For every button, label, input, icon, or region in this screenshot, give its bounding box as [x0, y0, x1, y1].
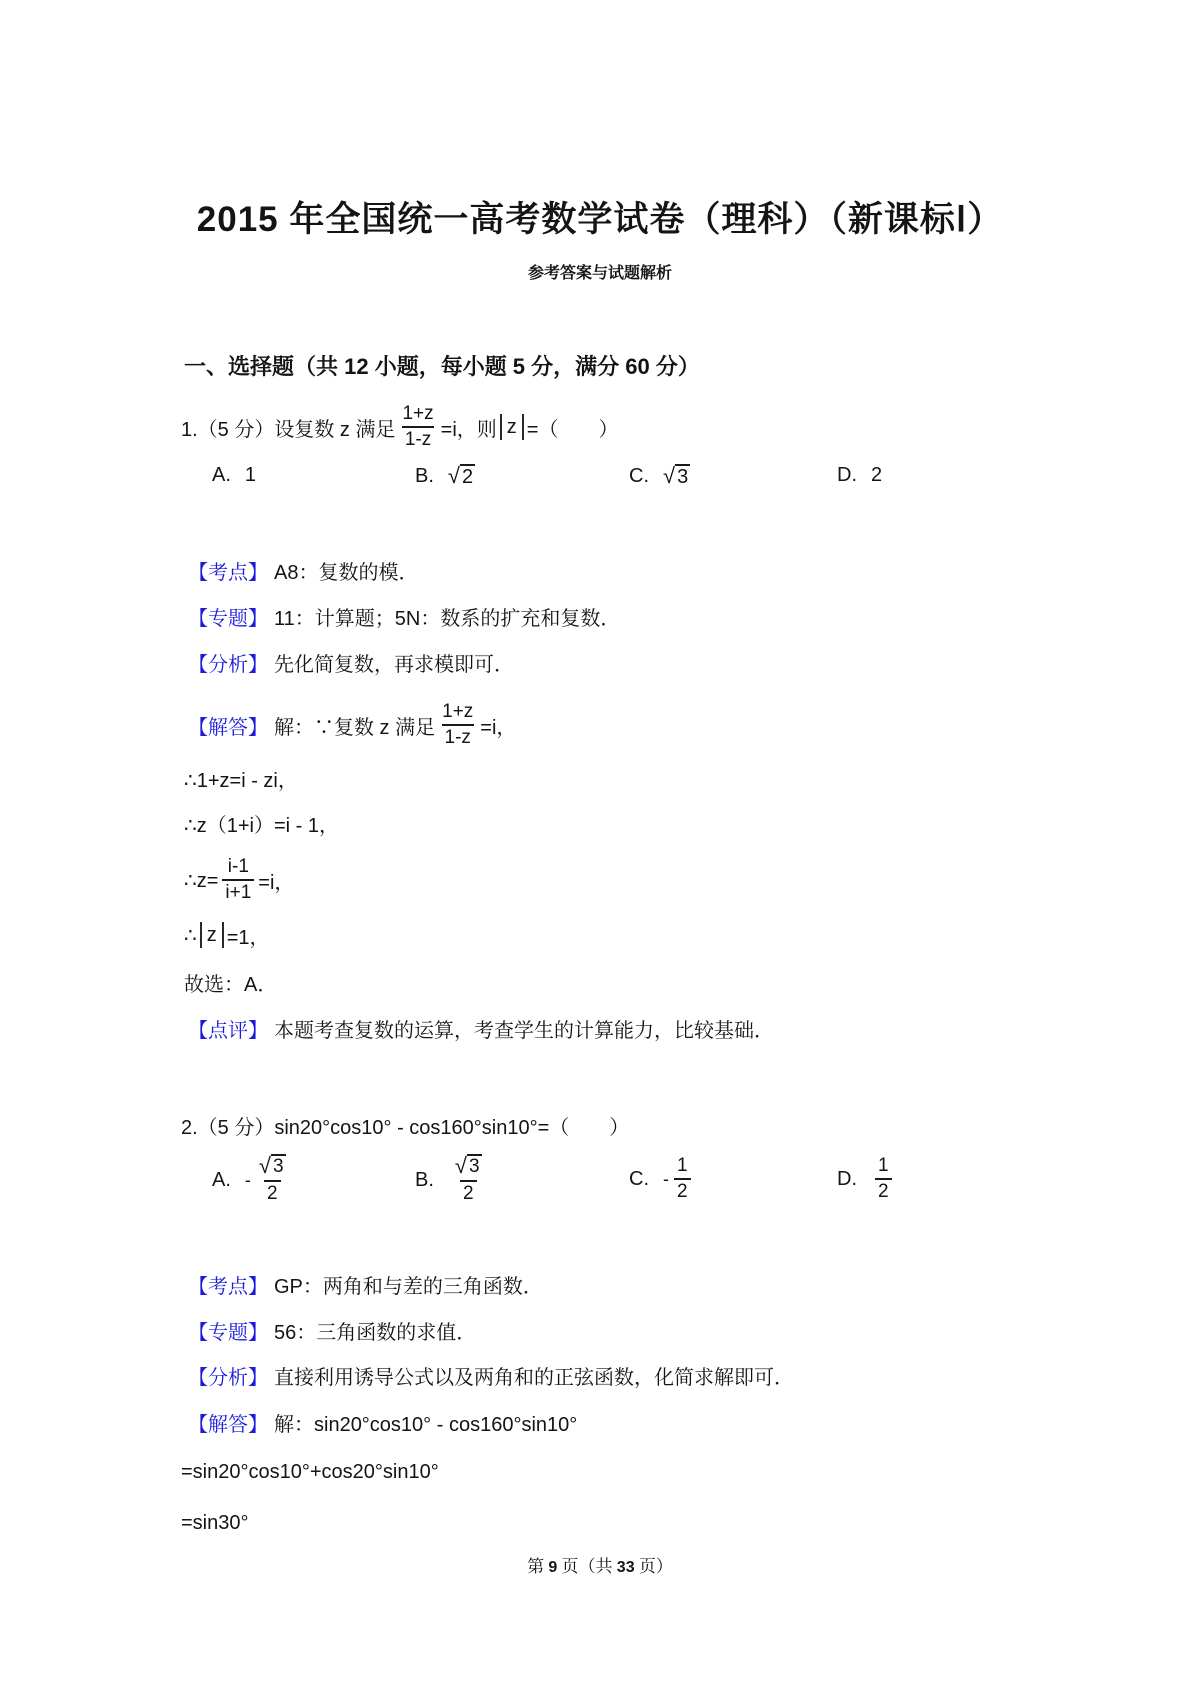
absolute-value: z — [500, 414, 524, 440]
fraction — [222, 855, 254, 905]
q2-fenxi-line — [188, 1363, 794, 1393]
sqrt-radicand: 3 — [468, 1156, 480, 1177]
doc-title: 2015 年全国统一高考数学试卷（理科）（新课标Ⅰ） — [196, 200, 1004, 239]
page-footer — [0, 1552, 1200, 1577]
sqrt-expression — [663, 464, 690, 488]
footer-suffix: 页） — [634, 1557, 673, 1576]
q2-options-row — [0, 1146, 1200, 1214]
q1-step-4 — [184, 918, 270, 952]
q2-option-d — [837, 1154, 896, 1204]
fraction — [399, 402, 436, 452]
q2-step-1: =sin20°cos10°+cos20°sin10° — [181, 1461, 439, 1483]
q2-option-a — [212, 1154, 293, 1206]
q1-fenxi-line — [188, 650, 514, 680]
fenxi-text: 直接利用诱导公式以及两角和的正弦函数，化简求解即可． — [274, 1367, 794, 1389]
sqrt-expression — [448, 464, 475, 488]
kaodian-tag: 【考点】 — [188, 562, 268, 584]
fenxi-tag: 【分析】 — [188, 654, 268, 676]
jieda-tag: 【解答】 — [188, 716, 268, 739]
fraction-denominator: 2 — [674, 1178, 691, 1204]
q2-stem: 2.（5 分）sin20°cos10° - cos160°sin10°=（ ） — [181, 1117, 630, 1139]
fenxi-text: 先化简复数，再求模即可． — [274, 654, 514, 676]
sqrt-radicand: 3 — [272, 1156, 284, 1177]
fraction — [256, 1154, 289, 1206]
q2-option-c — [629, 1154, 695, 1204]
sqrt-radicand: 2 — [461, 466, 474, 488]
kaodian-tag: 【考点】 — [188, 1276, 268, 1298]
zhuanti-text: 56：三角函数的求值． — [274, 1322, 477, 1344]
zhuanti-text: 11：计算题；5N：数系的扩充和复数． — [274, 608, 621, 630]
q2-option-b — [415, 1154, 489, 1206]
footer-total-pages: 33 — [616, 1559, 635, 1576]
q1-stem-mid: =i，则 — [440, 418, 497, 441]
fraction-numerator — [452, 1154, 485, 1180]
jieda-tag: 【解答】 — [188, 1414, 268, 1436]
q1-step-2: ∴z（1+i）=i - 1， — [184, 815, 339, 837]
q1-stem-prefix: 1.（5 分）设复数 z 满足 — [181, 418, 396, 441]
q1-step-1: ∴1+z=i - zi， — [184, 770, 298, 792]
jieda-suffix: =i， — [480, 716, 517, 739]
fraction-denominator: 1-z — [402, 426, 434, 452]
dianping-text: 本题考查复数的运算，考查学生的计算能力，比较基础． — [274, 1020, 774, 1042]
fraction-numerator: 1+z — [442, 701, 474, 722]
sqrt-expression — [455, 1154, 482, 1178]
q2-step-2: =sin30° — [181, 1512, 249, 1534]
kaodian-text: A8：复数的模． — [274, 562, 419, 584]
q1-stem — [181, 396, 618, 458]
fenxi-tag: 【分析】 — [188, 1367, 268, 1389]
jieda-prefix: 解：∵复数 z 满足 — [274, 716, 436, 739]
sqrt-icon: √ — [663, 463, 676, 488]
step3-suffix: =i， — [258, 871, 295, 894]
option-value: 2 — [871, 464, 883, 486]
option-label: A. — [212, 1168, 231, 1191]
sqrt-icon: √ — [258, 1153, 271, 1178]
q1-options-row — [0, 460, 1200, 504]
dianping-tag: 【点评】 — [188, 1020, 268, 1042]
fraction-numerator: 1 — [878, 1155, 889, 1176]
q1-option-b — [415, 464, 475, 488]
sqrt-icon: √ — [454, 1153, 467, 1178]
option-label: C. — [629, 1167, 649, 1190]
q1-answer-line: 故选：A． — [184, 974, 278, 996]
absolute-value: z — [200, 922, 224, 948]
minus-sign: - — [244, 1169, 251, 1190]
footer-prefix: 第 — [527, 1557, 549, 1576]
q1-kaodian-line — [188, 558, 418, 588]
fraction-denominator: 1-z — [442, 724, 474, 750]
fraction — [439, 700, 476, 750]
q2-zhuanti-line — [188, 1318, 476, 1348]
zhuanti-tag: 【专题】 — [188, 1322, 268, 1344]
q1-jieda-line — [188, 694, 516, 756]
fraction-numerator: 1 — [677, 1155, 688, 1176]
q1-dianping-line — [188, 1016, 774, 1046]
fraction — [875, 1154, 892, 1204]
q1-option-a — [212, 464, 256, 487]
option-label: D. — [837, 1167, 857, 1190]
fraction-denominator: 2 — [460, 1180, 477, 1206]
option-label: D. — [837, 464, 857, 486]
sqrt-radicand: 3 — [677, 466, 689, 488]
section-heading: 一、选择题（共 12 小题，每小题 5 分，满分 60 分） — [184, 354, 700, 379]
option-label: A. — [212, 464, 231, 486]
fraction — [452, 1154, 485, 1206]
q1-step-3 — [184, 849, 294, 911]
kaodian-text: GP：两角和与差的三角函数． — [274, 1276, 543, 1298]
option-label: C. — [629, 464, 649, 487]
q2-kaodian-line — [188, 1272, 543, 1302]
footer-page-number: 9 — [548, 1559, 558, 1576]
step3-prefix: ∴z= — [184, 869, 219, 892]
fraction-numerator: 1+z — [402, 403, 434, 424]
fraction-denominator: 2 — [264, 1180, 281, 1206]
fraction — [674, 1154, 691, 1204]
option-label: B. — [415, 1168, 434, 1191]
option-value: 1 — [244, 464, 257, 486]
sqrt-icon: √ — [447, 463, 460, 488]
zhuanti-tag: 【专题】 — [188, 608, 268, 630]
jieda-text: 解：sin20°cos10° - cos160°sin10° — [274, 1414, 578, 1436]
step4-prefix: ∴ — [184, 924, 197, 947]
q2-jieda-line — [188, 1410, 577, 1440]
fraction-numerator — [256, 1154, 289, 1180]
sqrt-expression — [259, 1154, 286, 1178]
fraction-denominator: 2 — [875, 1178, 892, 1204]
fraction-denominator: i+1 — [222, 879, 254, 905]
fraction-numerator: i-1 — [227, 856, 249, 877]
q1-option-c — [629, 464, 690, 488]
minus-sign: - — [663, 1168, 669, 1189]
q1-stem-suffix: =（ ） — [526, 418, 619, 441]
doc-subtitle: 参考答案与试题解析 — [527, 265, 672, 282]
q1-option-d — [837, 464, 882, 487]
option-label: B. — [415, 464, 434, 487]
footer-mid: 页（共 — [557, 1557, 617, 1576]
q1-zhuanti-line — [188, 604, 620, 634]
step4-suffix: =1， — [226, 926, 270, 949]
